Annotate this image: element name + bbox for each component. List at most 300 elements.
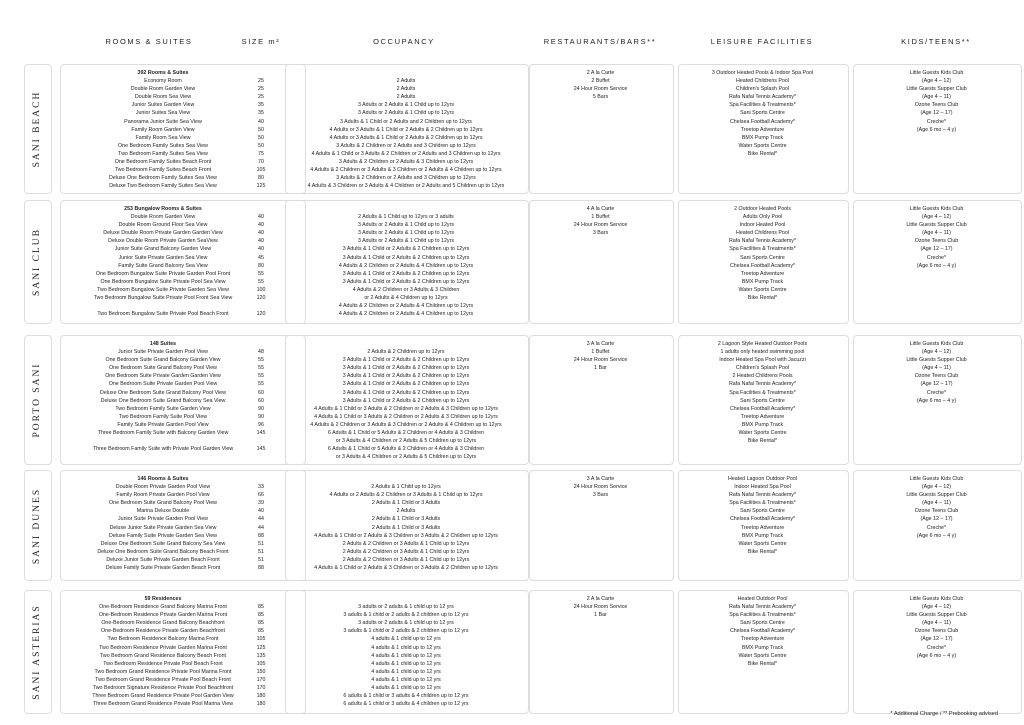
leisure-line: Rafa Nafal Tennis Academy* [728,238,797,245]
kids-line: Ozone Teens Club [914,238,959,245]
kids-line: Creche* [926,524,947,531]
occupancy-line: 3 Adults or 2 Adults & 1 Child up to 12yrs [358,238,454,245]
occupancy-line: 3 Adults & 1 Child or 2 Adults & 2 Children up to 12yrs [342,389,470,396]
occupancy-line: 3 Adults & 2 Children or 2 Adults and 3 Children up to 12yrs [336,175,476,182]
occupancy-line: 3 Adults & 1 Child or 2 Adults & 2 Children up to 12yrs [342,397,470,404]
leisure-line: 2 Outdoor Heated Pools [734,206,791,212]
kids-line: (Age 4 – 12) [921,484,952,491]
room-type-line: Deluxe Double Room Private Garden SeaView [108,238,218,245]
room-size-line: 145 [256,430,266,437]
occupancy-line: 3 Adults & 1 Child or 2 Adults and 2 Children up to 12yrs [340,118,472,125]
occupancy-line: 3 Adults & 1 Child or 2 Adults & 2 Children up to 12yrs [342,246,470,253]
room-size-line: 40 [258,118,264,125]
kids-line: Little Guests Supper Club [906,492,967,499]
room-type-line: Two Bedroom Family Suite Pool View [118,413,208,420]
room-type-column [60,69,266,190]
room-size-line: 96 [258,421,264,428]
restaurants-column [529,340,672,372]
room-size-line: 60 [258,389,264,396]
kids-line: (Age 12 – 17) [920,246,953,253]
leisure-line: Sani Sports Centre [740,397,785,404]
occupancy-line: 2 Adults & 1 Child or 3 Adults [371,524,441,531]
room-type-line: Three Bedroom Family Suite with Private Pool Garden View [92,446,234,453]
room-size-line: 51 [258,548,264,555]
occupancy-line: 4 Adults & 1 Child or 2 Adults & 3 Children or 3 Adults & 2 Children up to 12yrs [314,532,498,539]
room-size-line: 100 [256,286,266,293]
occupancy-line: 4 Adults & 1 Child or 3 Adults & 2 Children or 2 Adults & 3 Children up to 12yrs [314,413,498,420]
leisure-line: Rafa Nafal Tennis Academy* [728,94,797,101]
room-size-line: 66 [258,492,264,499]
occupancy-line: 3 adults or 2 adults & 1 child up to 12 yrs [358,620,454,627]
occupancy-line: 3 Adults or 2 Adults & 1 Child up to 12yrs [358,230,454,237]
room-type-line: Two Bedroom Family Suite Garden View [115,405,211,412]
room-type-column [60,340,266,453]
kids-line: Little Guests Kids Club [909,596,964,602]
leisure-line: Bike Rental* [747,438,778,445]
leisure-line: Water Sports Centre [738,430,787,437]
resort-name-label: SANI CLUB [32,228,42,296]
occupancy-line: 4 Adults or 3 Adults & 1 Child or 2 Adults & 2 Children up to 12yrs [329,126,483,133]
kids-line: (Age 12 – 17) [920,516,953,523]
kids-line: Creche* [926,644,947,651]
room-size-line: 40 [258,214,264,221]
room-type-line [60,302,266,310]
room-type-line [60,437,266,445]
resort-section [24,590,1020,714]
resort-section [24,64,1020,194]
room-size-line: 55 [258,270,264,277]
restaurants-line: 2 A la Carte [586,70,615,76]
occupancy-line: 4 adults & 1 child up to 12 yrs [371,668,441,675]
occupancy-line: 4 Adults & 2 Children or 3 Adults & 3 Children [352,286,460,293]
room-size-line: 25 [258,78,264,85]
room-type-line: Junior Suite Private Garden Pool View [118,516,208,523]
leisure-line: Treetop Adventure [740,126,785,133]
leisure-line: Treetop Adventure [740,413,785,420]
rooms-title: 59 Residences [144,596,182,602]
kids-line: (Age 6 mo – 4 y) [916,397,957,404]
restaurants-line: 1 Bar [594,612,607,619]
resort-name [24,64,50,194]
kids-line: (Age 4 – 12) [921,214,952,221]
spacer [285,475,527,483]
kids-line: (Age 6 mo – 4 y) [916,262,957,269]
room-type-line: Family Suite Private Garden Pool View [117,421,209,428]
room-type-line: Deluxe Double Room Private Garden Garden View [103,230,223,237]
restaurants-line: 24 Hour Room Service [573,484,628,491]
leisure-line: Bike Rental* [747,295,778,302]
restaurants-line: 3 A la Carte [586,476,615,482]
room-size-line: 180 [256,693,266,700]
occupancy-line: 6 adults & 1 child or 3 adults & 4 children up to 12 yrs [343,701,469,708]
restaurants-line: 4 A la Carte [586,206,615,212]
restaurants-line: 2 A la Carte [586,596,615,602]
room-type-line: Two Bedroom Residence Private Pool Beach Front [103,660,223,667]
leisure-line: Spa Facilities & Treatments* [729,389,796,396]
header-kids-teens: KIDS/TEENS** [901,37,971,46]
room-size-line: 75 [258,150,264,157]
occupancy-line: 2 Adults & 1 Child up to 12yrs or 3 adults [358,214,454,221]
room-size-line: 170 [256,676,266,683]
kids-line: Ozone Teens Club [914,628,959,635]
occupancy-line: 4 Adults & 2 Children or 2 Adults & 4 Children up to 12yrs [338,303,474,310]
kids-line: Little Guests Kids Club [909,476,964,482]
resort-name [24,470,50,581]
footnote: * Additional Charge / ** Prebooking advised [890,711,998,717]
occupancy-line: 4 Adults & 2 Children or 2 Adults & 4 Children up to 12yrs [338,311,474,318]
spacer [246,69,276,77]
kids-column [853,69,1020,134]
room-size-line: 125 [256,644,266,651]
room-type-line: Junior Suites Sea View [135,110,191,117]
occupancy-line: 3 Adults & 1 Child or 2 Adults & 2 Children up to 12yrs [342,254,470,261]
room-type-line: One Bedroom Suite Private Garden Pool View [108,381,218,388]
room-type-line: One Bedroom Suite Private Garden Garden View [105,373,221,380]
room-type-line: Two Bedroom Grand Residence Balcony Beach Front [99,652,226,659]
resort-section [24,200,1020,324]
room-size-line: 85 [258,620,264,627]
occupancy-line: 3 adults or 2 adults & 1 child up to 12 yrs [358,604,454,611]
restaurants-line: 1 Buffet [591,214,610,221]
room-type-line: Two Bedroom Grand Residence Private Pool Marina Front [94,668,232,675]
kids-line: (Age 6 mo – 4 y) [916,652,957,659]
room-type-line: Two Bedroom Grand Residence Private Pool Beach Front [95,676,231,683]
occupancy-line: 4 adults & 1 child up to 12 yrs [371,636,441,643]
occupancy-line: 4 adults & 1 child up to 12 yrs [371,644,441,651]
kids-line: Creche* [926,118,947,125]
resort-name-label: SANI ASTERIAS [32,604,42,700]
kids-line: Little Guests Supper Club [906,222,967,229]
occupancy-line: 2 Adults & 1 Child or 3 Adults [371,516,441,523]
leisure-line: Sani Sports Centre [740,254,785,261]
room-size-line: 40 [258,246,264,253]
leisure-column [678,69,847,158]
room-size-line: 105 [256,167,266,174]
rooms-title: 148 Suites [149,341,177,347]
leisure-line: Bike Rental* [747,150,778,157]
occupancy-line: 3 Adults & 2 Children or 2 Adults & 3 Children up to 12yrs [338,159,474,166]
leisure-line: Heated Childrens Pool [736,78,789,85]
spacer [285,69,527,77]
room-type-line: Double Room Private Garden Pool View [115,484,211,491]
rooms-title: 392 Rooms & Suites [137,70,189,76]
occupancy-line: 4 adults & 1 child up to 12 yrs [371,685,441,692]
room-type-line: Junior Suite Private Garden Sea View [118,254,208,261]
kids-line: Ozone Teens Club [914,102,959,109]
leisure-column [678,595,847,668]
room-type-line: One-Bedroom Residence Private Garden Marina Front [98,612,228,619]
room-type-line: Two Bedroom Residence Private Garden Marina Front [99,644,227,651]
resort-name-label: SANI BEACH [32,90,42,168]
restaurants-line: 3 Bars [592,492,609,499]
occupancy-line: 2 Adults [396,94,416,101]
room-size-line: 90 [258,413,264,420]
kids-line: Little Guests Kids Club [909,341,964,347]
room-size-line: 35 [258,110,264,117]
room-size-line [246,302,276,310]
kids-line: (Age 4 – 12) [921,604,952,611]
resort-name-label: PORTO SANI [32,362,42,438]
room-size-line: 55 [258,365,264,372]
kids-line: Creche* [926,389,947,396]
room-size-line: 180 [256,701,266,708]
resort-name [24,200,50,324]
occupancy-line: 3 Adults & 1 Child or 2 Adults & 2 Children up to 12yrs [342,365,470,372]
room-type-line: Double Room Garden View [130,86,196,93]
leisure-line: BMX Pump Track [741,644,784,651]
kids-line: (Age 12 – 17) [920,636,953,643]
room-size-line: 39 [258,500,264,507]
occupancy-line: 2 Adults [396,86,416,93]
header-restaurants-bars: RESTAURANTS/BARS** [543,37,657,46]
kids-line: Little Guests Kids Club [909,70,964,76]
room-size-line: 85 [258,612,264,619]
kids-line: Ozone Teens Club [914,373,959,380]
room-type-line: Double Room Ground Floor Sea View [118,222,208,229]
room-size-line: 135 [256,652,266,659]
occupancy-line: 4 Adults & 2 Children or 3 Adults & 3 Children or 2 Adults & 4 Children up to 12yrs [310,421,502,428]
occupancy-line: 6 Adults & 1 Child or 5 Adults & 2 Children or 4 Adults & 3 Children [327,430,485,437]
room-type-line: Deluxe One Bedroom Suite Grand Balcony Pool View [100,389,226,396]
room-size-line: 44 [258,524,264,531]
leisure-column [678,340,847,445]
leisure-line: Rafa Nafal Tennis Academy* [728,604,797,611]
occupancy-line: 4 adults & 1 child up to 12 yrs [371,660,441,667]
room-size-line: 50 [258,126,264,133]
room-size-line: 150 [256,668,266,675]
spacer [246,475,276,483]
restaurants-column [529,595,672,619]
room-type-line: Deluxe Family Suite Private Garden Beach Front [105,565,221,572]
room-size-line: 55 [258,278,264,285]
room-type-line: Junior Suites Garden View [131,102,195,109]
resort-name [24,335,50,465]
occupancy-column [285,475,527,572]
room-type-line: Three Bedroom Grand Residence Private Pool Marina View [92,701,234,708]
room-type-line: Deluxe Family Suite Private Garden Sea View [109,532,217,539]
occupancy-line: 2 Adults & 2 Children or 3 Adults & 1 Child up to 12yrs [342,540,470,547]
leisure-line: Chelsea Football Academy* [729,516,796,523]
room-type-line: Family Suite Grand Balcony Sea View [118,262,208,269]
room-type-line: Double Room Garden View [130,214,196,221]
room-size-line: 90 [258,405,264,412]
header-occupancy: OCCUPANCY [373,37,435,46]
room-size-line: 44 [258,516,264,523]
rooms-title: 253 Bungalow Rooms & Suites [124,206,202,212]
room-size-line: 145 [256,446,266,453]
room-size-line: 45 [258,254,264,261]
room-size-column [246,340,276,453]
restaurants-line: 24 Hour Room Service [573,86,628,93]
kids-line: (Age 4 – 12) [921,78,952,85]
occupancy-line: 3 Adults & 1 Child or 2 Adults & 2 Children up to 12yrs [342,373,470,380]
room-size-line: 40 [258,222,264,229]
occupancy-line: 4 Adults & 1 Child or 3 Adults & 2 Children or 2 Adults and 3 Children up to 12yrs [311,150,501,157]
leisure-line: Treetop Adventure [740,636,785,643]
room-type-line: Deluxe One Bedroom Suite Grand Balcony Sea View [100,540,226,547]
leisure-line: Indoor Heated Spa Pool with Jacuzzi [719,357,806,364]
room-type-line: One-Bedroom Residence Grand Balcony Beachfront [101,620,225,627]
occupancy-line: 4 Adults or 2 Adults & 2 Children or 3 Adults & 1 Child up to 12yrs [329,492,483,499]
leisure-line: Rafa Nafal Tennis Academy* [728,492,797,499]
room-size-line: 40 [258,230,264,237]
room-size-line: 40 [258,508,264,515]
leisure-line: Children's Splash Pool [735,86,790,93]
room-type-line: Deluxe Junior Suite Private Garden Sea View [109,524,217,531]
leisure-line: 2 Heated Childrens Pools [732,373,793,380]
room-size-line: 70 [258,159,264,166]
leisure-line: Sani Sports Centre [740,620,785,627]
occupancy-line: 4 Adults & 3 Children or 3 Adults & 4 Children or 2 Adults and 5 Children up to 12yrs [307,183,505,190]
room-size-line: 48 [258,349,264,356]
kids-line: (Age 12 – 17) [920,381,953,388]
occupancy-line: 2 Adults & 2 Children up to 12yrs [367,349,445,356]
room-size-line: 88 [258,565,264,572]
occupancy-column [285,69,527,190]
spacer [285,340,527,348]
leisure-line: Spa Facilities & Treatments* [729,612,796,619]
room-type-line: Junior Suite Private Garden Pool View [118,349,208,356]
leisure-line: Chelsea Football Academy* [729,628,796,635]
occupancy-line: 3 Adults & 1 Child or 2 Adults & 2 Children up to 12yrs [342,357,470,364]
occupancy-line: 6 adults & 1 child or 3 adults & 4 children up to 12 yrs [343,693,469,700]
room-type-line: Two Bedroom Family Suites Beach Front [114,167,212,174]
header-rooms-suites: ROOMS & SUITES [105,37,193,46]
kids-column [853,205,1020,270]
kids-line: (Age 6 mo – 4 y) [916,126,957,133]
leisure-line: Sani Sports Centre [740,110,785,117]
kids-column [853,595,1020,660]
restaurants-line: 1 Bar [594,365,607,372]
room-size-line: 40 [258,238,264,245]
leisure-column [678,475,847,556]
occupancy-line: 3 Adults & 2 Children or 2 Adults and 3 Children up to 12yrs [336,142,476,149]
room-size-line: 33 [258,484,264,491]
kids-line: Little Guests Supper Club [906,357,967,364]
room-type-line: Junior Suite Grand Balcony Garden View [114,246,212,253]
spacer [246,340,276,348]
occupancy-line: 3 adults & 1 child or 2 adults & 2 children up to 12 yrs [343,612,469,619]
leisure-line: Chelsea Football Academy* [729,118,796,125]
restaurants-line: 24 Hour Room Service [573,604,628,611]
spacer [285,205,527,213]
occupancy-line: 4 adults & 1 child up to 12 yrs [371,676,441,683]
occupancy-line: 4 Adults & 2 Children or 3 Adults & 3 Children or 2 Adults & 4 Children up to 12yrs [310,167,502,174]
occupancy-column [285,205,527,318]
room-type-line: Two Bedroom Bungalow Suite Private Garden Sea View [97,286,229,293]
restaurants-line: 24 Hour Room Service [573,222,628,229]
leisure-line: BMX Pump Track [741,421,784,428]
room-size-line: 55 [258,357,264,364]
occupancy-line: 3 Adults & 1 Child or 2 Adults & 2 Children up to 12yrs [342,270,470,277]
room-size-line: 51 [258,540,264,547]
room-type-line: Marina Deluxe Double [136,508,190,515]
resort-name-label: SANI DUNES [32,487,42,564]
room-size-line [246,437,276,445]
kids-line: Little Guests Supper Club [906,612,967,619]
occupancy-line: 3 Adults or 2 Adults & 1 Child up to 12yrs [358,102,454,109]
room-type-line: Deluxe One Bedroom Suite Grand Balcony Sea View [100,397,226,404]
occupancy-line: 3 adults & 1 child or 2 adults & 2 children up to 12 yrs [343,628,469,635]
room-size-line: 55 [258,373,264,380]
rooms-title: 146 Rooms & Suites [137,476,189,482]
occupancy-line: 3 Adults or 2 Adults & 1 Child up to 12yrs [358,110,454,117]
occupancy-line: or 3 Adults & 4 Children or 2 Adults & 5 Children up to 12yrs [335,438,477,445]
resort-section [24,335,1020,465]
room-size-line: 35 [258,102,264,109]
kids-column [853,340,1020,405]
room-type-line: One Bedroom Bungalow Suite Private Pool Sea View [100,278,226,285]
leisure-line: Water Sports Centre [738,652,787,659]
room-type-line: Two Bedroom Signature Residence Private Pool Beachfront [92,685,234,692]
room-size-line: 51 [258,556,264,563]
occupancy-line: 2 Adults & 2 Children or 3 Adults & 1 Child up to 12yrs [342,548,470,555]
occupancy-line: 4 Adults & 1 Child or 2 Adults & 3 Children or 3 Adults & 2 Children up to 12yrs [314,565,498,572]
restaurants-line: 24 Hour Room Service [573,357,628,364]
occupancy-column [285,340,527,461]
occupancy-column [285,595,527,708]
resort-section [24,470,1020,581]
room-size-line: 170 [256,685,266,692]
room-type-line: Two Bedroom Family Suites Sea View [118,150,208,157]
leisure-line: 3 Outdoor Heated Pools & Indoor Spa Pool [711,70,814,76]
room-size-line: 50 [258,142,264,149]
room-type-line: One Bedroom Family Suites Sea View [118,142,208,149]
leisure-line: Treetop Adventure [740,524,785,531]
room-type-line: Two Bedroom Bungalow Suite Private Pool Beach Front [97,311,229,318]
occupancy-line: 3 Adults or 2 Adults & 1 Child up to 12yrs [358,222,454,229]
room-type-line: One Bedroom Suite Grand Balcony Pool View [109,500,217,507]
room-size-line: 105 [256,636,266,643]
restaurants-column [529,475,672,499]
room-type-line: One-Bedroom Residence Grand Balcony Marina Front [99,604,227,611]
occupancy-line: 4 adults & 1 child up to 12 yrs [371,652,441,659]
room-type-line: Family Room Private Garden Pool View [116,492,210,499]
leisure-line: BMX Pump Track [741,134,784,141]
room-size-line: 80 [258,262,264,269]
resort-name [24,590,50,714]
room-size-column [246,69,276,190]
leisure-line: Bike Rental* [747,660,778,667]
occupancy-line: 4 Adults & 2 Children or 2 Adults & 4 Children up to 12yrs [338,262,474,269]
leisure-line: Heated Lagoon Outdoor Pool [728,476,797,482]
room-type-line: One Bedroom Bungalow Suite Private Garden Pool Front [95,270,231,277]
header-size: SIZE m² [241,37,281,46]
occupancy-line: 2 Adults [396,78,416,85]
room-type-line: Panorama Junior Suite Sea View [124,118,202,125]
leisure-line: Chelsea Football Academy* [729,262,796,269]
occupancy-line: 4 Adults & 1 Child or 3 Adults & 2 Children or 2 Adults & 3 Children up to 12yrs [314,405,498,412]
room-type-line: One Bedroom Suite Grand Balcony Garden View [105,357,221,364]
room-type-column [60,205,266,318]
room-size-line: 25 [258,94,264,101]
room-size-column [246,475,276,572]
leisure-line: Indoor Heated Spa Pool [734,484,791,491]
room-type-column [60,595,266,708]
room-size-line: 80 [258,175,264,182]
leisure-line: Water Sports Centre [738,286,787,293]
occupancy-line: 6 Adults & 1 Child or 5 Adults & 2 Children or 4 Adults & 3 Children [327,446,485,453]
spacer [246,205,276,213]
kids-line: Little Guests Supper Club [906,86,967,93]
kids-line: (Age 12 – 17) [920,110,953,117]
room-size-line: 60 [258,397,264,404]
room-type-line: Two Bedroom Residence Balcony Marina Front [107,636,219,643]
room-type-line: Three Bedroom Family Suite with Balcony Garden View [97,430,229,437]
leisure-line: Chelsea Football Academy* [729,405,796,412]
room-type-line: Deluxe Two Bedroom Family Suites Sea View [109,183,217,190]
room-size-line: 88 [258,532,264,539]
